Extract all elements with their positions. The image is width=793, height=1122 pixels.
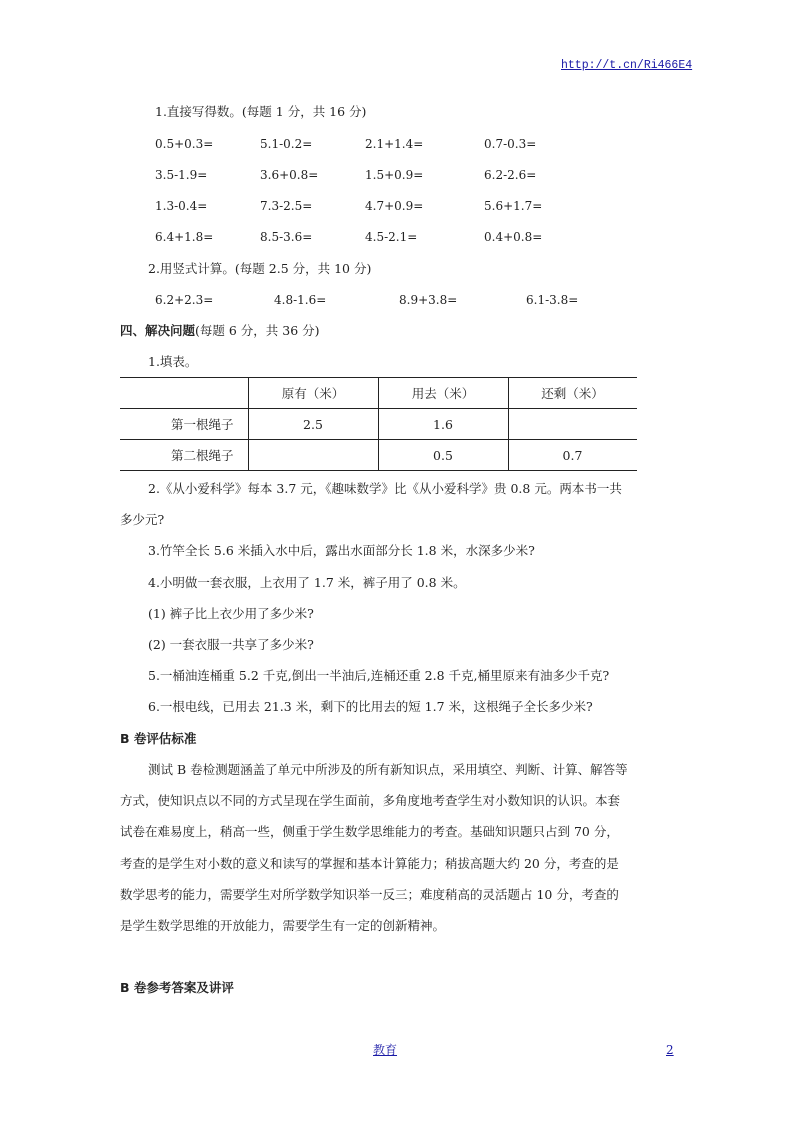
problem-4-part-1: (1) 裤子比上衣少用了多少米? — [148, 606, 314, 621]
table-cell: 第一根绳子 — [120, 409, 248, 440]
table-header-cell: 用去（米） — [378, 378, 508, 409]
section-heading: 四、解决问题 — [120, 323, 196, 338]
q1-title: 1.直接写得数。(每题 1 分，共 16 分) — [155, 104, 367, 119]
expression: 2.1+1.4= — [365, 137, 424, 151]
problem-4-part-2: (2) 一套衣服一共享了多少米? — [148, 637, 314, 652]
problem-6: 6.一根电线，已用去 21.3 米，剩下的比用去的短 1.7 米，这根绳子全长多少米? — [148, 699, 593, 714]
expression: 0.4+0.8= — [484, 230, 543, 244]
expression: 5.1-0.2= — [260, 137, 313, 151]
expression: 6.4+1.8= — [155, 230, 214, 244]
problem-4: 4.小明做一套衣服，上衣用了 1.7 米，裤子用了 0.8 米。 — [148, 575, 466, 590]
answers-heading: B 卷参考答案及讲评 — [120, 980, 234, 995]
paragraph-line: 数学思考的能力，需要学生对所学数学知识举一反三；难度稍高的灵活题占 10 分，考查的 — [120, 887, 619, 902]
table-cell: 1.6 — [378, 409, 508, 440]
expression: 5.6+1.7= — [484, 199, 543, 213]
expression: 1.3-0.4= — [155, 199, 208, 213]
fill-table-label: 1.填表。 — [148, 354, 198, 369]
paragraph-line: 方式，使知识点以不同的方式呈现在学生面前，多角度地考查学生对小数知识的认识。本套 — [120, 793, 621, 808]
table-cell: 0.5 — [378, 440, 508, 471]
expression: 0.7-0.3= — [484, 137, 537, 151]
expression: 7.3-2.5= — [260, 199, 313, 213]
table-cell — [248, 440, 378, 471]
table-cell: 2.5 — [248, 409, 378, 440]
paragraph-line: 测试 B 卷检测题涵盖了单元中所涉及的所有新知识点，采用填空、判断、计算、解答等 — [148, 762, 628, 777]
expression: 3.5-1.9= — [155, 168, 208, 182]
paragraph-line: 试卷在难易度上，稍高一些，侧重于学生数学思维能力的考查。基础知识题只占到 70 分， — [120, 824, 619, 839]
table-header-cell — [120, 378, 248, 409]
expression: 8.5-3.6= — [260, 230, 313, 244]
expression: 6.1-3.8= — [526, 293, 579, 307]
footer-link[interactable]: 教育 — [373, 1043, 398, 1057]
paragraph-line: 考查的是学生对小数的意义和读写的掌握和基本计算能力；稍拔高题大约 20 分，考查的是 — [120, 856, 619, 871]
expression: 6.2-2.6= — [484, 168, 537, 182]
problem-3: 3.竹竿全长 5.6 米插入水中后，露出水面部分长 1.8 米，水深多少米? — [148, 543, 535, 558]
expression: 4.8-1.6= — [274, 293, 327, 307]
table-cell: 第二根绳子 — [120, 440, 248, 471]
rope-table — [120, 377, 637, 471]
q2-title: 2.用竖式计算。(每题 2.5 分，共 10 分) — [148, 261, 372, 276]
page-number[interactable]: 2 — [666, 1043, 674, 1057]
table-header-cell: 还剩（米） — [508, 378, 637, 409]
section-4-title — [120, 323, 320, 339]
section-note: (每题 6 分，共 36 分) — [195, 323, 320, 338]
table-cell: 0.7 — [508, 440, 637, 471]
paragraph-line: 是学生数学思维的开放能力，需要学生有一定的创新精神。 — [120, 918, 446, 933]
expression: 6.2+2.3= — [155, 293, 214, 307]
expression: 0.5+0.3= — [155, 137, 214, 151]
expression: 4.7+0.9= — [365, 199, 424, 213]
expression: 3.6+0.8= — [260, 168, 319, 182]
problem-2-line-1: 2.《从小爱科学》每本 3.7 元，《趣味数学》比《从小爱科学》贵 0.8 元。两本书一共 — [148, 481, 622, 496]
expression: 4.5-2.1= — [365, 230, 418, 244]
table-cell — [508, 409, 637, 440]
evaluation-heading: B 卷评估标准 — [120, 731, 197, 746]
problem-2-line-2: 多少元? — [120, 512, 165, 527]
table-header-cell: 原有（米） — [248, 378, 378, 409]
expression: 8.9+3.8= — [399, 293, 458, 307]
header-link[interactable]: http://t.cn/Ri466E4 — [561, 59, 693, 72]
problem-5: 5.一桶油连桶重 5.2 千克,倒出一半油后,连桶还重 2.8 千克,桶里原来有油多少千克? — [148, 668, 610, 683]
expression: 1.5+0.9= — [365, 168, 424, 182]
table-row — [120, 409, 637, 440]
table-header-row — [120, 378, 637, 409]
table-row — [120, 440, 637, 471]
